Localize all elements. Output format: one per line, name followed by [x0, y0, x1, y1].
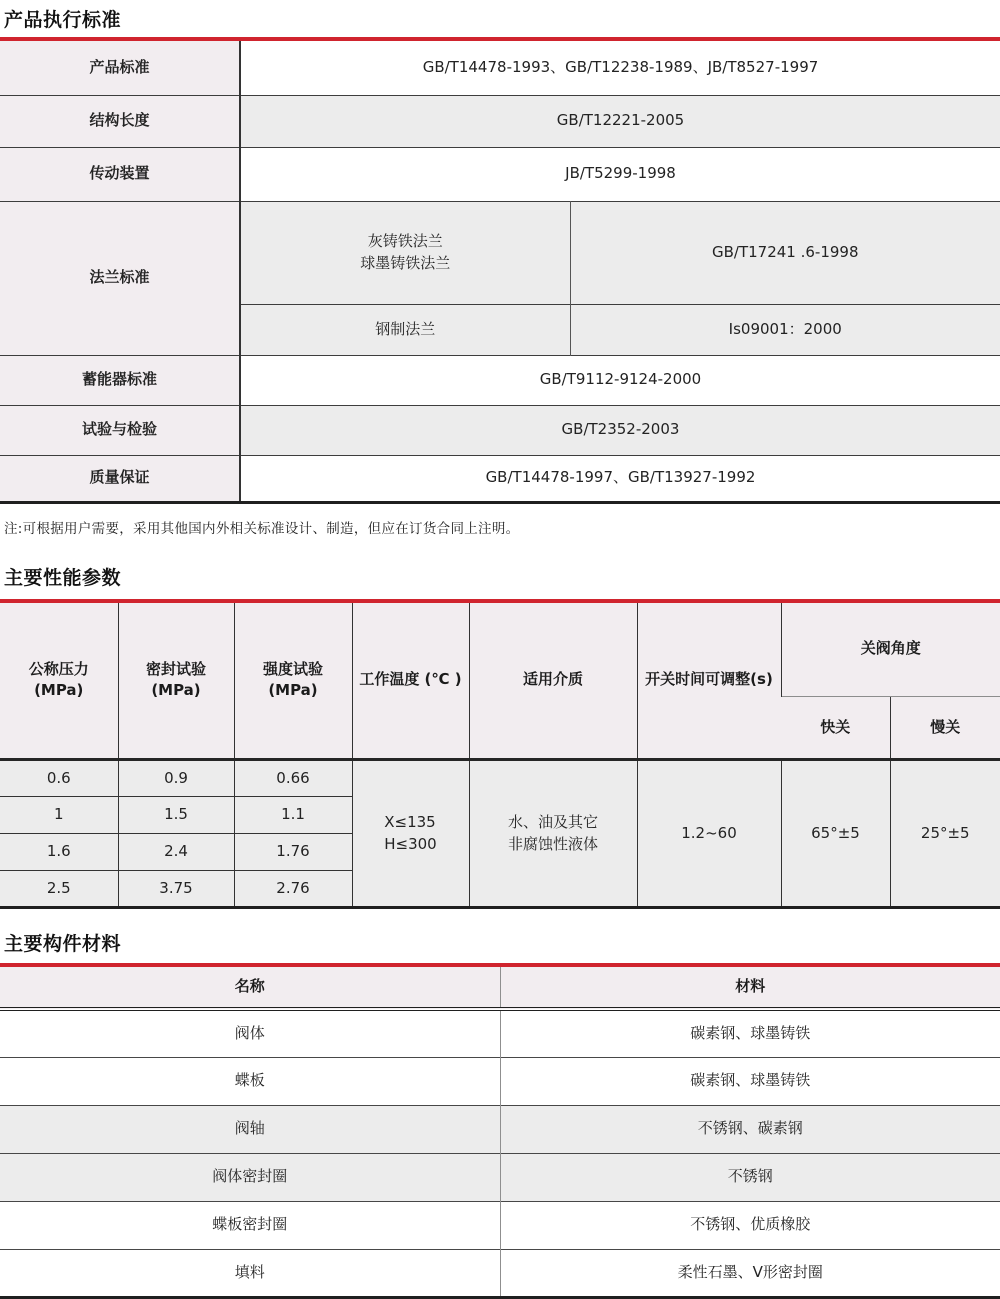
cell-part-name: 蝶板密封圈: [0, 1201, 500, 1249]
flange-cast-line1: 灰铸铁法兰: [367, 231, 443, 250]
cell-seal: 1.5: [118, 797, 234, 834]
row-value-test-inspection: GB/T2352-2003: [240, 405, 1000, 455]
cell-temperature-merged: [352, 760, 469, 908]
cell-material: 不锈钢: [500, 1153, 1000, 1201]
table-row: [0, 147, 1000, 201]
row-value-structure-length: GB/T12221-2005: [240, 95, 1000, 147]
performance-table: [0, 599, 1000, 910]
row-value-drive-device: JB/T5299-1998: [240, 147, 1000, 201]
table-row: [0, 1153, 1000, 1201]
standards-table: [0, 37, 1000, 504]
header-row: [0, 965, 1000, 1009]
cell-fast-close-merged: 65°±5: [781, 760, 890, 908]
header-line: (MPa): [151, 681, 201, 700]
cell-part-name: 阀体密封圈: [0, 1153, 500, 1201]
performance-section-title: 主要性能参数: [4, 566, 122, 589]
row-value-accumulator: GB/T9112-9124-2000: [240, 355, 1000, 405]
table-row: [0, 1105, 1000, 1153]
standards-section-title: 产品执行标准: [4, 9, 122, 31]
medium-line: 水、油及其它: [507, 812, 598, 831]
table-row: [0, 1009, 1000, 1057]
cell-part-name: 填料: [0, 1249, 500, 1297]
row-label-structure-length: 结构长度: [0, 95, 240, 147]
standards-note: 注:可根据用户需要，采用其他国内外相关标准设计、制造，但应在订货合同上注明。: [4, 520, 520, 537]
cell-seal: 0.9: [118, 760, 234, 797]
flange-steel-value: Is09001：2000: [570, 304, 1000, 355]
cell-strength: 2.76: [234, 871, 352, 908]
cell-strength: 1.76: [234, 834, 352, 871]
cell-pressure: 0.6: [0, 760, 118, 797]
cell-part-name: 蝶板: [0, 1057, 500, 1105]
table-row: [0, 355, 1000, 405]
cell-material: 碳素钢、球墨铸铁: [500, 1009, 1000, 1057]
cell-material: 不锈钢、碳素钢: [500, 1105, 1000, 1153]
cell-part-name: 阀轴: [0, 1105, 500, 1153]
materials-table: [0, 963, 1000, 1299]
table-row: [0, 405, 1000, 455]
header-line: 强度试验: [262, 659, 323, 678]
header-row: [0, 601, 1000, 697]
col-header-close-angle: 关阀角度: [781, 601, 1000, 697]
cell-material: 柔性石墨、V形密封圈: [500, 1249, 1000, 1297]
col-header-nominal-pressure: [0, 601, 118, 760]
table-row: [0, 201, 1000, 304]
table-row: [0, 760, 1000, 797]
col-header-strength-test: [234, 601, 352, 760]
cell-strength: 1.1: [234, 797, 352, 834]
cell-strength: 0.66: [234, 760, 352, 797]
cell-part-name: 阀体: [0, 1009, 500, 1057]
header-line: (MPa): [34, 681, 84, 700]
temperature-line: X≤135: [384, 812, 436, 831]
row-label-accumulator: 蓄能器标准: [0, 355, 240, 405]
row-label-quality: 质量保证: [0, 455, 240, 502]
flange-cast-iron-names: [240, 201, 570, 304]
col-header-switch-time: 开关时间可调整(s): [637, 601, 781, 760]
cell-seal: 3.75: [118, 871, 234, 908]
flange-cast-value: GB/T17241 .6-1998: [570, 201, 1000, 304]
table-row: [0, 39, 1000, 95]
row-label-product-standard: 产品标准: [0, 39, 240, 95]
row-value-product-standard: GB/T14478-1993、GB/T12238-1989、JB/T8527-1997: [240, 39, 1000, 95]
col-header-medium: 适用介质: [469, 601, 637, 760]
header-line: (MPa): [268, 681, 318, 700]
col-header-slow-close: 慢关: [890, 697, 1000, 760]
cell-switch-time-merged: 1.2~60: [637, 760, 781, 908]
materials-section-title: 主要构件材料: [4, 933, 122, 955]
row-label-drive-device: 传动装置: [0, 147, 240, 201]
cell-seal: 2.4: [118, 834, 234, 871]
cell-slow-close-merged: 25°±5: [890, 760, 1000, 908]
col-header-working-temperature: 工作温度 (℃ ): [352, 601, 469, 760]
cell-material: 不锈钢、优质橡胶: [500, 1201, 1000, 1249]
col-header-seal-test: [118, 601, 234, 760]
col-header-part-name: 名称: [0, 965, 500, 1009]
col-header-material: 材料: [500, 965, 1000, 1009]
header-line: 公称压力: [28, 659, 89, 678]
cell-material: 碳素钢、球墨铸铁: [500, 1057, 1000, 1105]
cell-pressure: 1: [0, 797, 118, 834]
row-label-test-inspection: 试验与检验: [0, 405, 240, 455]
cell-pressure: 2.5: [0, 871, 118, 908]
row-label-flange-standard: 法兰标准: [0, 201, 240, 355]
row-value-quality: GB/T14478-1997、GB/T13927-1992: [240, 455, 1000, 502]
cell-medium-merged: [469, 760, 637, 908]
table-row: [0, 1201, 1000, 1249]
medium-line: 非腐蚀性液体: [507, 834, 598, 853]
cell-pressure: 1.6: [0, 834, 118, 871]
table-row: [0, 1057, 1000, 1105]
header-line: 密封试验: [145, 659, 206, 678]
flange-cast-line2: 球墨铸铁法兰: [360, 253, 451, 272]
col-header-fast-close: 快关: [781, 697, 890, 760]
table-row: [0, 95, 1000, 147]
temperature-line: H≤300: [384, 834, 437, 853]
flange-steel-name: 钢制法兰: [240, 304, 570, 355]
table-row: [0, 1249, 1000, 1297]
table-row: [0, 455, 1000, 502]
